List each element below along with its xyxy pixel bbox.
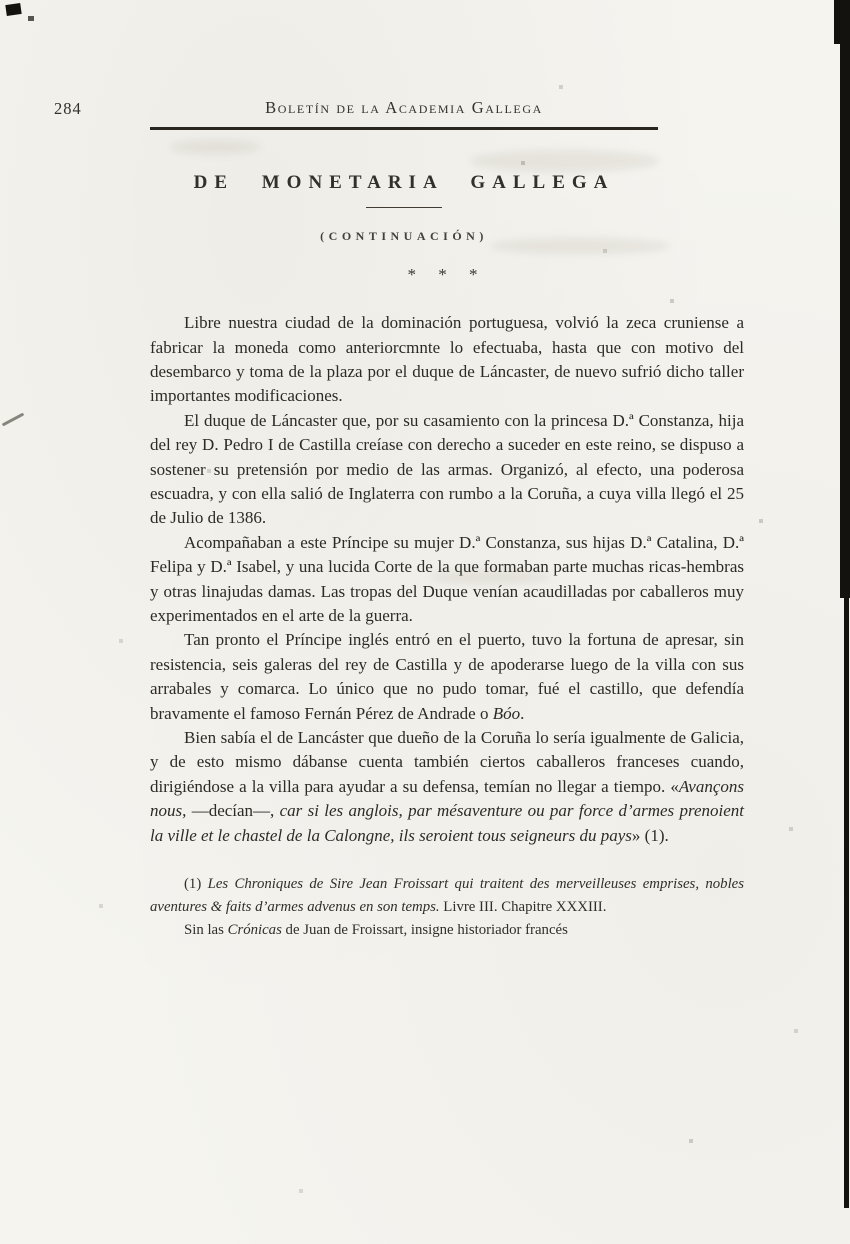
page-header (54, 98, 658, 118)
scan-artifact-left-slash (2, 413, 25, 427)
scan-artifact-right-bar-top (840, 0, 850, 598)
footnote-paragraph: (1) Les Chroniques de Sire Jean Froissart qui traitent des merveilleuses emprises, nobles aventures & faits d’armes advenus en son temps. Livre III. Chapitre XXXIII. (150, 876, 745, 916)
article-body (150, 311, 744, 848)
body-paragraph: Acompañaban a este Príncipe su mujer D.ª Constanza, sus hijas D.ª Catalina, D.ª Felipa y D.ª Isabel, y una lucida Corte de la que formaban parte muchas ricas-hembras y otras linajudas damas. Las tropas del Duque venían acaudilladas por caballeros muy experimentados en el arte de la guerra. (150, 532, 744, 625)
scan-artifact-corner-top-left (5, 3, 21, 16)
page-number: 284 (54, 99, 82, 118)
body-paragraph: Bien sabía el de Lancáster que dueño de la Coruña lo sería igualmente de Galicia, y de esto mismo dábanse cuenta también ciertos caballeros franceses cuando, dirigiéndose a la villa para ayudar a su defensa, temían no llegar a tiempo. «Avançons nous, —decían—, car si les anglois, par mésaventure ou par force d’armes prenoient la ville et le chastel de la Calongne, ils seroient tous seigneurs du pays» (1). (150, 728, 745, 845)
asterism: * * * (407, 265, 487, 285)
page-content (54, 98, 745, 942)
footnotes (150, 873, 744, 942)
header-rule (150, 127, 658, 130)
scan-speckles (0, 0, 2, 2)
article-title: DE MONETARIA GALLEGA (193, 171, 615, 193)
scan-artifact-right-bar-bottom (844, 598, 849, 1208)
body-paragraph: El duque de Láncaster que, por su casamiento con la princesa D.ª Constanza, hija del rey D. Pedro I de Castilla creíase con derecho a suceder en este reino, se dispuso a sostener su pretensión por medio de las armas. Organizó, al efecto, una poderosa escuadra, y con ella salió de Inglaterra con rumbo a la Coruña, a cuya villa llegó el 25 de Julio de 1386. (150, 410, 744, 528)
footnote-paragraph: Sin las Crónicas de Juan de Froissart, insigne historiador francés (184, 922, 568, 939)
scan-artifact-corner-top-left-dot (28, 16, 34, 21)
running-head: Boletín de la Academia Gallega (265, 98, 543, 117)
title-rule (366, 207, 442, 209)
continuation-label: (CONTINUACIÓN) (320, 229, 488, 244)
body-paragraph: Tan pronto el Príncipe inglés entró en el puerto, tuvo la fortuna de apresar, sin resistencia, seis galeras del rey de Castilla y de apoderarse luego de la villa con sus arrabales y comarca. Lo único que no pudo tomar, fué el castillo, que defendía bravamente el famoso Fernán Pérez de Andrade o Bóo. (150, 630, 744, 723)
body-paragraph: Libre nuestra ciudad de la dominación portuguesa, volvió la zeca cruniense a fabricar la moneda como anteriorcmnte lo efectuaba, hasta que con motivo del desembarco y toma de la plaza por el duque de Láncaster, de nuevo sufrió dicho taller importantes modificaciones. (150, 313, 744, 406)
